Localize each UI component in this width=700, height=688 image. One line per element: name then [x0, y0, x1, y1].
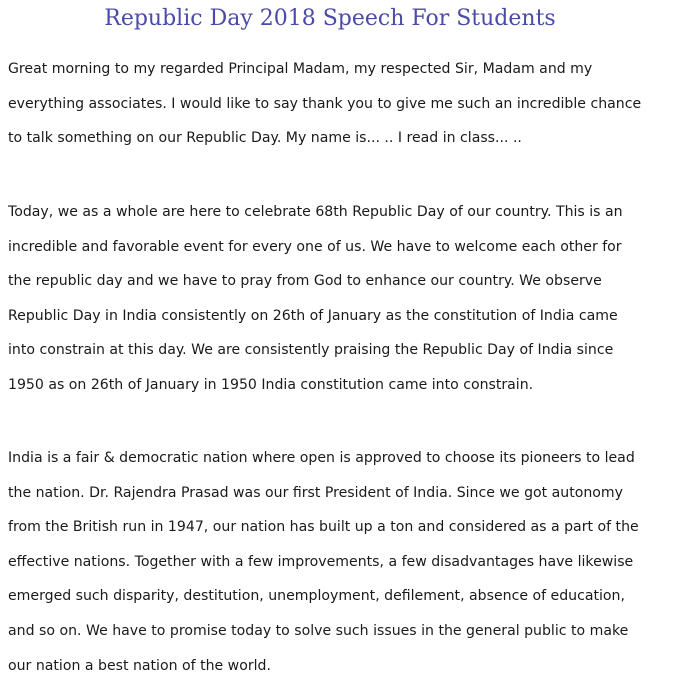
text-line: from the British run in 1947, our nation has built up a ton and considered as a part of the: [8, 519, 639, 536]
text-line: to talk something on our Republic Day. My name is... .. I read in class... ..: [8, 130, 522, 147]
text-line: Today, we as a whole are here to celebrate 68th Republic Day of our country. This is an: [8, 204, 623, 220]
page-title: Republic Day 2018 Speech For Students: [104, 6, 556, 31]
text-line: India is a fair & democratic nation where open is approved to choose its pioneers to lead: [8, 450, 635, 466]
paragraph-celebration: [8, 195, 623, 403]
text-line: 1950 as on 26th of January in 1950 India constitution came into constrain.: [8, 376, 534, 393]
text-line: and so on. We have to promise today to solve such issues in the general public to make: [8, 622, 629, 639]
text-line: into constrain at this day. We are consistently praising the Republic Day of India since: [8, 342, 614, 359]
text-line: incredible and favorable event for every one of us. We have to welcome each other for: [8, 238, 622, 255]
paragraph-intro: [8, 52, 641, 156]
text-line: everything associates. I would like to say thank you to give me such an incredible chance: [8, 95, 642, 112]
text-line: our nation a best nation of the world.: [8, 657, 271, 674]
text-line: emerged such disparity, destitution, unemployment, defilement, absence of education,: [8, 588, 625, 605]
paragraph-nation: [8, 441, 639, 683]
text-line: Great morning to my regarded Principal Madam, my respected Sir, Madam and my: [8, 61, 593, 77]
text-line: Republic Day in India consistently on 26th of January as the constitution of India came: [8, 307, 618, 324]
text-line: the nation. Dr. Rajendra Prasad was our first President of India. Since we got autonomy: [8, 484, 623, 501]
text-line: effective nations. Together with a few improvements, a few disadvantages have likewise: [8, 553, 634, 570]
text-line: the republic day and we have to pray from God to enhance our country. We observe: [8, 273, 602, 290]
